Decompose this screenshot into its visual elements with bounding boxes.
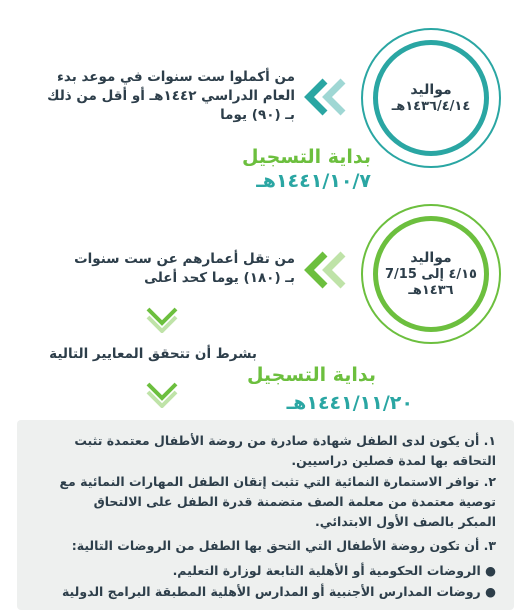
group2-desc-line: من تقل أعمارهم عن ست سنوات — [74, 251, 295, 267]
criteria-line: توصية معتمدة من معلمة الصف متضمنة قدرة الطفل على الالتحاق — [93, 494, 496, 509]
criteria-line: المبكر بالصف الأول الابتدائي. — [314, 514, 496, 529]
group1-registration-title: بداية التسجيل — [241, 146, 371, 168]
criteria-line: ١. أن يكون لدى الطفل شهادة صادرة من روضة الأطفال معتمدة تثبت — [74, 433, 496, 448]
group1-chevron-icon — [303, 78, 349, 116]
criteria-bullet: ● الروضات الحكومية أو الأهلية التابعة لوزارة التعليم. — [172, 563, 496, 578]
group2-circle-title: مواليد — [410, 249, 452, 266]
down-chevron-icon — [144, 303, 180, 333]
group1-circle-title: مواليد — [410, 81, 452, 98]
criteria-line: ٣. أن تكون روضة الأطفال التي التحق بها الطفل من الروضات التالية: — [71, 538, 496, 553]
down-chevron-icon — [144, 378, 180, 408]
group2-circle — [373, 216, 489, 332]
group2-registration-title: بداية التسجيل — [246, 364, 376, 386]
group2-registration-date: ١٤٤١/١١/٢٠هـ — [286, 392, 413, 414]
group1-desc-line: العام الدراسي ١٤٤٢هـ أو أقل من ذلك — [47, 88, 295, 104]
group1-circle — [373, 40, 489, 156]
group2-chevron-icon — [303, 251, 349, 289]
criteria-line: ٢. توافر الاستمارة النمائية التي تثبت إتقان الطفل المهارات النمائية مع — [59, 474, 496, 489]
group1-desc-line: بـ (٩٠) يوما — [220, 107, 295, 123]
group1-desc-line: من أكملوا ست سنوات في موعد بدء — [57, 69, 295, 85]
group1-registration-date: ١٤٤١/١٠/٧هـ — [256, 170, 371, 192]
group2-description — [5, 250, 295, 288]
group2-circle-date-line2: ١٤٣٦هـ — [408, 282, 454, 298]
group2-condition-text: بشرط أن تتحقق المعايير التالية — [49, 346, 257, 362]
criteria-box — [17, 420, 514, 610]
group1-description — [5, 68, 295, 125]
group2-desc-line: بـ (١٨٠) يوما كحد أعلى — [144, 270, 295, 286]
group2-circle-date-line1: ٤/١٥ إلى 7/15 — [385, 266, 477, 282]
criteria-line: التحاقه بها لمدة فصلين دراسيين. — [291, 453, 496, 468]
group1-circle-date: ١٤٣٦/٤/١٤هـ — [391, 98, 471, 114]
criteria-bullet: ● روضات المدارس الأجنبية أو المدارس الأهلية المطبقة البرامج الدولية — [61, 584, 496, 599]
